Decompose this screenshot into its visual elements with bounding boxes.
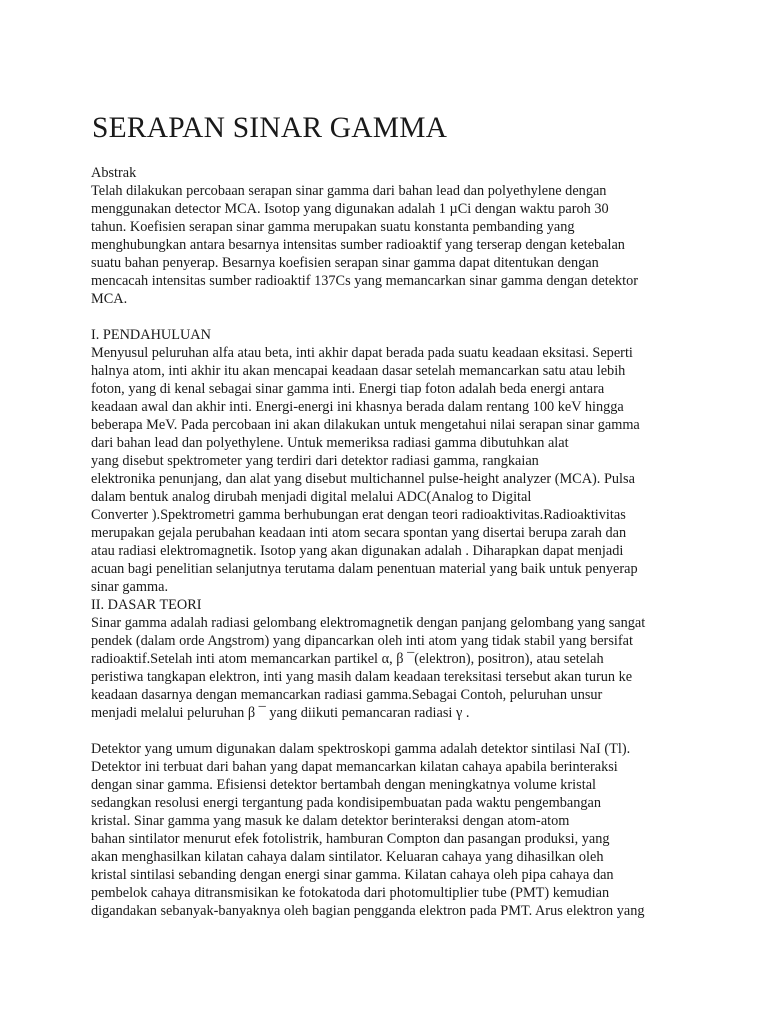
body-text-line: dengan sinar gamma. Efisiensi detektor bertambah dengan meningkatnya volume kristal xyxy=(91,777,597,793)
body-text-line: Detektor yang umum digunakan dalam spektroskopi gamma adalah detektor sintilasi NaI (Tl). xyxy=(91,741,631,757)
abstract-text-line: MCA. xyxy=(91,291,128,307)
body-text-line: sinar gamma. xyxy=(91,579,169,595)
body-text-line: sedangkan resolusi energi tergantung pada kondisipembuatan pada waktu pengembangan xyxy=(91,795,602,811)
body-text-line: Menyusul peluruhan alfa atau beta, inti akhir dapat berada pada suatu keadaan eksitasi. Seperti xyxy=(91,345,633,361)
body-text-line: digandakan sebanyak-banyaknya oleh bagian pengganda elektron pada PMT. Arus elektron yang xyxy=(91,903,645,919)
abstract-text-line: suatu bahan penyerap. Besarnya koefisien serapan sinar gamma dapat ditentukan dengan xyxy=(91,255,599,271)
body-text-line: atau radiasi elektromagnetik. Isotop yang akan digunakan adalah . Diharapkan dapat menjadi xyxy=(91,543,624,559)
abstract-text-line: menggunakan detector MCA. Isotop yang digunakan adalah 1 µCi dengan waktu paroh 30 xyxy=(91,201,609,217)
body-text-line: elektronika penunjang, dan alat yang disebut multichannel pulse-height analyzer (MCA). Pulsa xyxy=(91,471,635,487)
abstract-text-line: mencacah intensitas sumber radioaktif 137Cs yang memancarkan sinar gamma dengan detektor xyxy=(91,273,639,289)
body-text-line: Converter ).Spektrometri gamma berhubungan erat dengan teori radioaktivitas.Radioaktivitas xyxy=(91,507,626,523)
body-text-line: Detektor ini terbuat dari bahan yang dapat memancarkan kilatan cahaya apabila berinteraksi xyxy=(91,759,618,775)
body-text-line: radioaktif.Setelah inti atom memancarkan partikel α, β ¯(elektron), positron), atau setelah xyxy=(91,651,604,667)
body-text-line: menjadi melalui peluruhan β ¯ yang diikuti pemancaran radiasi γ . xyxy=(91,705,470,721)
body-text-line: beberapa MeV. Pada percobaan ini akan dilakukan untuk mengetahui nilai serapan sinar gamma xyxy=(91,417,640,433)
body-text-line: foton, yang di kenal sebagai sinar gamma inti. Energi tiap foton adalah beda energi antara xyxy=(91,381,605,397)
body-text-line: yang disebut spektrometer yang terdiri dari detektor radiasi gamma, rangkaian xyxy=(91,453,539,469)
body-text-line: keadaan awal dan akhir inti. Energi-energi ini khasnya berada dalam rentang 100 keV hingga xyxy=(91,399,624,415)
body-text-line: dari bahan lead dan polyethylene. Untuk memeriksa radiasi gamma dibutuhkan alat xyxy=(91,435,569,451)
body-text-line: Sinar gamma adalah radiasi gelombang elektromagnetik dengan panjang gelombang yang sangat xyxy=(91,615,646,631)
body-text-line: kristal. Sinar gamma yang masuk ke dalam detektor berinteraksi dengan atom-atom xyxy=(91,813,570,829)
body-text-line: acuan bagi penelitian selanjutnya terutama dalam penentuan material yang baik untuk penyerap xyxy=(91,561,638,577)
body-text-line: pendek (dalam orde Angstrom) yang dipancarkan oleh inti atom yang tidak stabil yang bersifat xyxy=(91,633,633,649)
body-text-line: peristiwa tangkapan elektron, inti yang masih dalam keadaan tereksitasi tersebut akan turun ke xyxy=(91,669,633,685)
body-text-line: merupakan gejala perubahan keadaan inti atom secara spontan yang disertai berupa zarah dan xyxy=(91,525,627,541)
section-heading-pendahuluan: I. PENDAHULUAN xyxy=(91,327,211,343)
abstract-text-line: tahun. Koefisien serapan sinar gamma merupakan suatu konstanta pembanding yang xyxy=(91,219,575,235)
body-text-line: akan menghasilkan kilatan cahaya dalam sintilator. Keluaran cahaya yang dihasilkan oleh xyxy=(91,849,604,865)
body-text-line: kristal sintilasi sebanding dengan energi sinar gamma. Kilatan cahaya oleh pipa cahaya dan xyxy=(91,867,614,883)
body-text-line: halnya atom, inti akhir itu akan mencapai keadaan dasar setelah memancarkan satu atau lebih xyxy=(91,363,626,379)
body-text-line: keadaan dasarnya dengan memancarkan radiasi gamma.Sebagai Contoh, peluruhan unsur xyxy=(91,687,603,703)
body-text-line: pembelok cahaya ditransmisikan ke fotokatoda dari photomultiplier tube (PMT) kemudian xyxy=(91,885,610,901)
body-text-line: bahan sintilator menurut efek fotolistrik, hamburan Compton dan pasangan produksi, yang xyxy=(91,831,610,847)
abstract-text-line: Telah dilakukan percobaan serapan sinar gamma dari bahan lead dan polyethylene dengan xyxy=(91,183,607,199)
section-heading-dasar-teori: II. DASAR TEORI xyxy=(91,597,202,613)
abstract-text-line: menghubungkan antara besarnya intensitas sumber radioaktif yang terserap dengan ketebalan xyxy=(91,237,625,253)
abstract-heading: Abstrak xyxy=(91,165,137,181)
document-title: SERAPAN SINAR GAMMA xyxy=(92,112,448,144)
body-text-line: dalam bentuk analog dirubah menjadi digital melalui ADC(Analog to Digital xyxy=(91,489,532,505)
